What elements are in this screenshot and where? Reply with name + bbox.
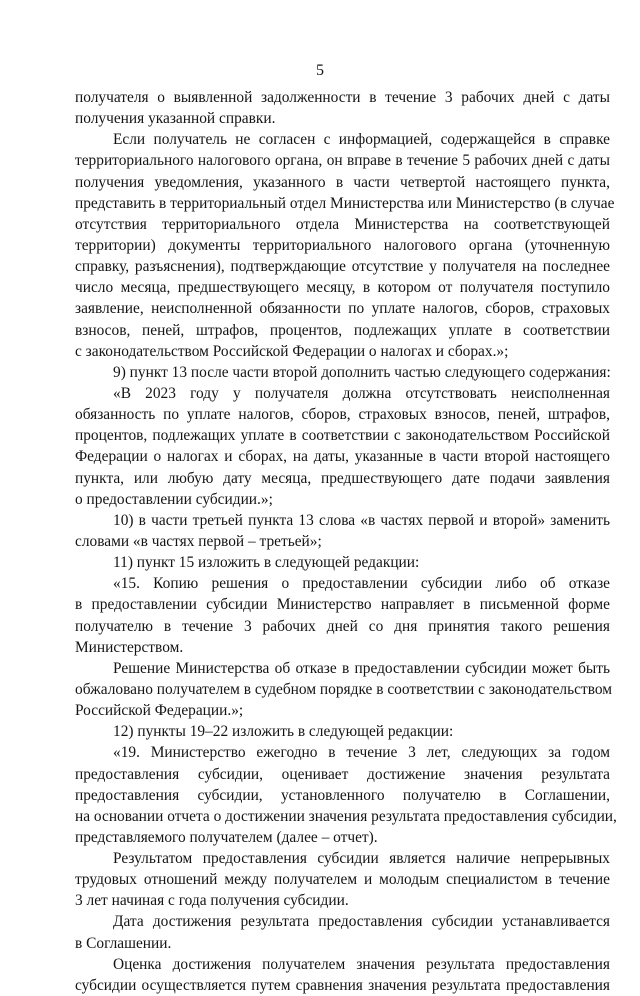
- text-line: получателя о выявленной задолженности в течение 3 рабочих дней с даты: [75, 89, 610, 106]
- text-line: в предоставлении субсидии Министерство направляет в письменной форме: [75, 596, 610, 614]
- text-line: «15. Копию решения о предоставлении субсидии либо об отказе: [113, 575, 610, 593]
- text-line: 3 лет начиная с года получения субсидии.: [75, 892, 349, 910]
- text-line: 9) пункт 13 после части второй дополнить частью следующего содержания:: [113, 363, 611, 381]
- text-line: Если получатель не согласен с информацией, содержащейся в справке: [113, 131, 610, 149]
- document-body: [75, 87, 617, 996]
- text-line: получателю в течение 3 рабочих дней со дня принятия такого решения: [75, 617, 610, 635]
- text-line: Российской Федерации.»;: [75, 702, 244, 720]
- text-line: Оценка достижения получателем значения результата предоставления: [113, 955, 610, 973]
- text-line: обязанность по уплате налогов, сборов, страховых взносов, пеней, штрафов,: [75, 406, 610, 424]
- page-number: 5: [316, 62, 324, 79]
- text-line: «В 2023 году у получателя должна отсутствовать неисполненная: [113, 384, 610, 402]
- text-line: в Соглашении.: [75, 934, 172, 952]
- text-line: процентов, подлежащих уплате в соответствии с законодательством Российской: [75, 427, 610, 445]
- text-line: Результатом предоставления субсидии является наличие непрерывных: [113, 850, 610, 868]
- text-line: с законодательством Российской Федерации о налогах и сборах.»;: [75, 342, 509, 360]
- text-line: трудовых отношений между получателем и молодым специалистом в течение: [75, 871, 610, 889]
- text-line: предоставления субсидии, оценивает достижение значения результата: [75, 765, 610, 783]
- text-line: получения указанной справки.: [75, 110, 276, 128]
- text-line: получения уведомления, указанного в части четвертой настоящего пункта,: [75, 173, 610, 191]
- text-line: число месяца, предшествующего месяцу, в котором от получателя поступило: [75, 279, 610, 297]
- text-line: на основании отчета о достижении значения результата предоставления субсидии,: [75, 807, 617, 825]
- text-line: справку, разъяснения), подтверждающие отсутствие у получателя на последнее: [75, 258, 610, 276]
- text-line: субсидии осуществляется путем сравнения значения результата предоставления: [75, 976, 610, 994]
- text-line: взносов, пеней, штрафов, процентов, подлежащих уплате в соответствии: [75, 321, 610, 339]
- text-line: словами «в частях первой – третьей»;: [75, 532, 322, 550]
- text-line: «19. Министерство ежегодно в течение 3 лет, следующих за годом: [113, 744, 610, 762]
- text-line: обжаловано получателем в судебном порядке в соответствии с законодательством: [75, 680, 612, 698]
- text-line: представляемого получателем (далее – отчет).: [75, 828, 378, 846]
- text-line: о предоставлении субсидии.»;: [75, 490, 273, 508]
- text-line: заявление, неисполненной обязанности по уплате налогов, сборов, страховых: [75, 300, 610, 318]
- text-line: 12) пункты 19–22 изложить в следующей редакции:: [113, 723, 454, 741]
- text-line: территории) документы территориального налогового органа (уточненную: [75, 236, 610, 254]
- text-line: Федерации о налогах и сборах, на даты, указанные в части второй настоящего: [75, 448, 610, 466]
- text-line: отсутствия территориального отдела Министерства на соответствующей: [75, 215, 610, 233]
- text-line: Дата достижения результата предоставления субсидии устанавливается: [113, 913, 610, 931]
- text-line: Министерством.: [75, 638, 184, 656]
- text-line: представить в территориальный отдел Министерства или Министерство (в случае: [75, 194, 615, 212]
- text-line: Решение Министерства об отказе в предоставлении субсидии может быть: [113, 659, 610, 677]
- text-line: 11) пункт 15 изложить в следующей редакции:: [113, 554, 420, 572]
- text-line: предоставления субсидии, установленного получателю в Соглашении,: [75, 786, 610, 804]
- text-line: пункта, или любую дату месяца, предшествующего дате подачи заявления: [75, 469, 610, 487]
- text-line: 10) в части третьей пункта 13 слова «в частях первой и второй» заменить: [113, 511, 610, 529]
- text-line: территориального налогового органа, он вправе в течение 5 рабочих дней с даты: [75, 152, 610, 170]
